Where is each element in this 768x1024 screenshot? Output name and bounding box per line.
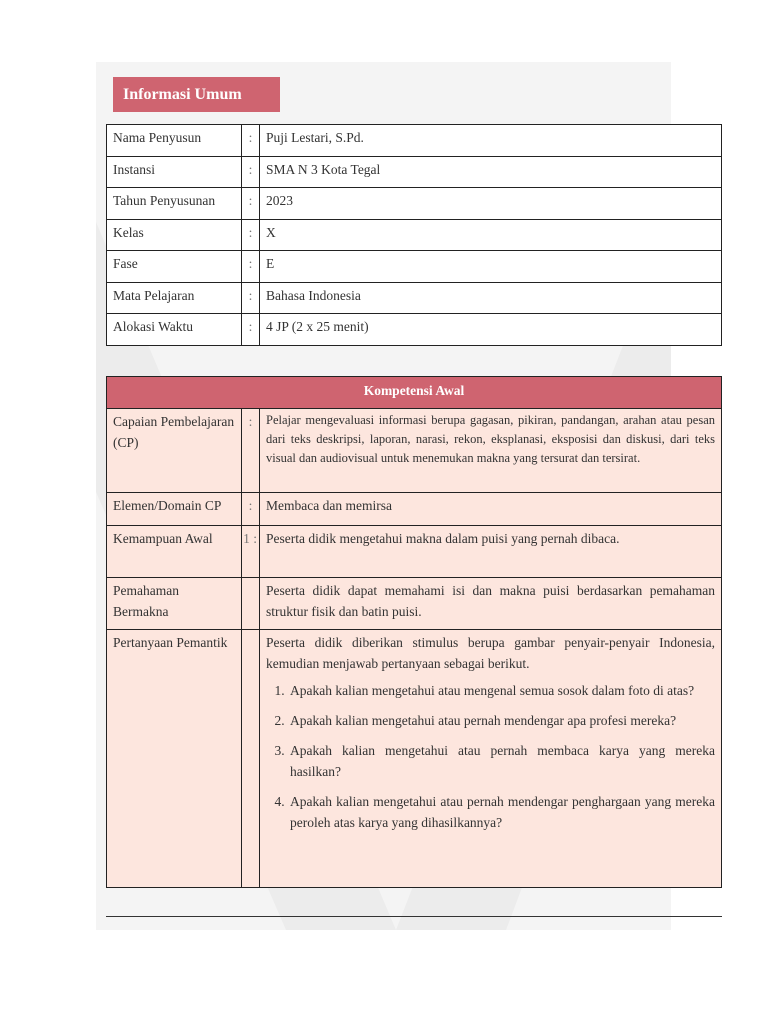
section-title-informasi-umum: Informasi Umum — [113, 77, 280, 112]
info-label: Nama Penyusun — [107, 125, 242, 157]
pemahaman-sep — [242, 578, 260, 630]
row-elemen — [107, 493, 722, 526]
info-separator: : — [242, 188, 260, 220]
capaian-sep: : — [242, 409, 260, 493]
info-value: 4 JP (2 x 25 menit) — [260, 314, 722, 346]
kompetensi-heading: Kompetensi Awal — [107, 377, 722, 409]
elemen-label: Elemen/Domain CP — [107, 493, 242, 526]
info-separator: : — [242, 219, 260, 251]
capaian-label: Capaian Pembelajaran (CP) — [107, 409, 242, 493]
info-value: SMA N 3 Kota Tegal — [260, 156, 722, 188]
pemahaman-label: Pemahaman Bermakna — [107, 578, 242, 630]
bottom-divider — [106, 916, 722, 917]
info-value: Bahasa Indonesia — [260, 282, 722, 314]
info-label: Tahun Penyusunan — [107, 188, 242, 220]
info-row — [107, 251, 722, 283]
question-item: 3. Apakah kalian mengetahui atau pernah membaca karya yang mereka hasilkan? — [288, 740, 715, 782]
question-item: 4. Apakah kalian mengetahui atau pernah mendengar penghargaan yang mereka peroleh atas karya yang dihasilkannya? — [288, 791, 715, 833]
info-label: Fase — [107, 251, 242, 283]
info-label: Alokasi Waktu — [107, 314, 242, 346]
info-label: Mata Pelajaran — [107, 282, 242, 314]
elemen-value: Membaca dan memirsa — [260, 493, 722, 526]
kemampuan-value: Peserta didik mengetahui makna dalam puisi yang pernah dibaca. — [260, 526, 722, 578]
pertanyaan-cell — [260, 630, 722, 888]
info-value: 2023 — [260, 188, 722, 220]
info-separator: : — [242, 282, 260, 314]
question-item: 1. Apakah kalian mengetahui atau mengenal semua sosok dalam foto di atas? — [288, 680, 715, 701]
info-separator: : — [242, 156, 260, 188]
info-row — [107, 219, 722, 251]
info-label: Kelas — [107, 219, 242, 251]
info-row — [107, 282, 722, 314]
info-label: Instansi — [107, 156, 242, 188]
info-row — [107, 125, 722, 157]
pemahaman-value: Peserta didik dapat memahami isi dan makna puisi berdasarkan pemahaman struktur fisik dan batin puisi. — [260, 578, 722, 630]
info-value: E — [260, 251, 722, 283]
info-separator: : — [242, 125, 260, 157]
row-pertanyaan — [107, 630, 722, 888]
info-value: X — [260, 219, 722, 251]
info-separator: : — [242, 251, 260, 283]
info-value: Puji Lestari, S.Pd. — [260, 125, 722, 157]
info-table — [106, 124, 722, 346]
info-row — [107, 156, 722, 188]
pertanyaan-intro: Peserta didik diberikan stimulus berupa gambar penyair-penyair Indonesia, kemudian menjawab pertanyaan sebagai berikut. — [266, 635, 715, 671]
info-row — [107, 314, 722, 346]
capaian-value: Pelajar mengevaluasi informasi berupa gagasan, pikiran, pandangan, arahan atau pesan dari teks deskripsi, laporan, narasi, rekon, eksplanasi, eksposisi dan diskusi, dari teks visual dan audiovisual untuk menemukan makna yang tersurat dan tersirat. — [260, 409, 722, 493]
kemampuan-label: Kemampuan Awal — [107, 526, 242, 578]
info-row — [107, 188, 722, 220]
row-pemahaman — [107, 578, 722, 630]
pertanyaan-sep — [242, 630, 260, 888]
elemen-sep: : — [242, 493, 260, 526]
row-capaian — [107, 409, 722, 493]
info-separator: : — [242, 314, 260, 346]
pertanyaan-label: Pertanyaan Pemantik — [107, 630, 242, 888]
row-kemampuan — [107, 526, 722, 578]
kompetensi-table — [106, 376, 722, 888]
kemampuan-sep: 1 : — [242, 526, 260, 578]
question-item: 2. Apakah kalian mengetahui atau pernah mendengar apa profesi mereka? — [288, 710, 715, 731]
kompetensi-header-row — [107, 377, 722, 409]
pertanyaan-list — [266, 680, 715, 833]
